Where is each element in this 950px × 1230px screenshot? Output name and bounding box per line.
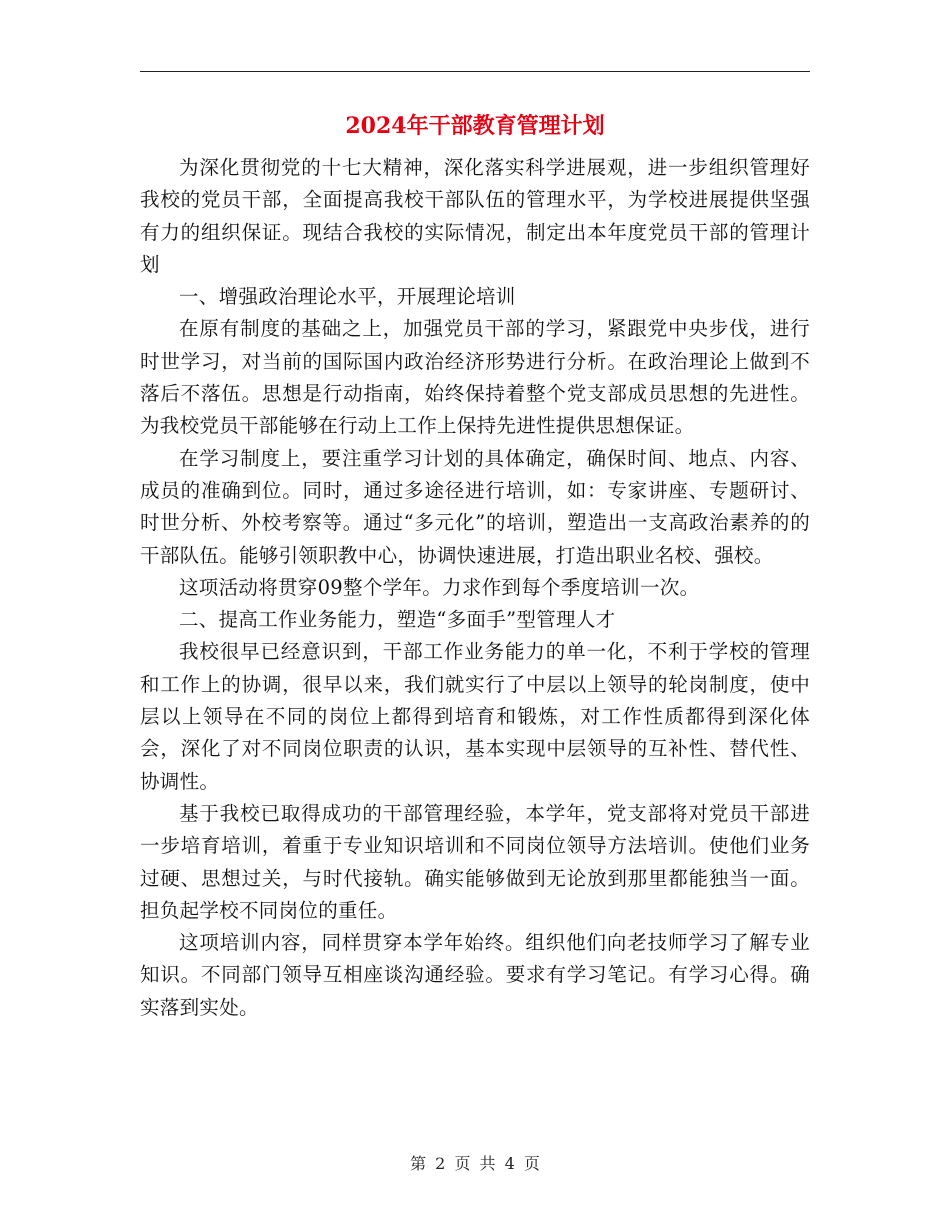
body-paragraph: 这项培训内容，同样贯穿本学年始终。组织他们向老技师学习了解专业知识。不同部门领导互相座谈沟通经验。要求有学习笔记。有学习心得。确实落到实处。 xyxy=(140,931,810,1019)
header-rule xyxy=(140,71,810,72)
body-paragraph: 在原有制度的基础之上，加强党员干部的学习，紧跟党中央步伐，进行时世学习，对当前的国际国内政治经济形势进行分析。在政治理论上做到不落后不落伍。思想是行动指南，始终保持着整个党支部成员思想的先进性。为我校党员干部能够在行动上工作上保持先进性提供思想保证。 xyxy=(140,317,810,438)
body-paragraph: 我校很早已经意识到，干部工作业务能力的单一化，不利于学校的管理和工作上的协调，很早以来，我们就实行了中层以上领导的轮岗制度，使中层以上领导在不同的岗位上都得到培育和锻炼，对工作性质都得到深化体会，深化了对不同岗位职责的认识，基本实现中层领导的互补性、替代性、协调性。 xyxy=(140,640,810,793)
body-paragraph: 在学习制度上，要注重学习计划的具体确定，确保时间、地点、内容、成员的准确到位。同时，通过多途径进行培训，如：专家讲座、专题研讨、时世分析、外校考察等。通过“多元化”的培训，塑造出一支高政治素养的的干部队伍。能够引领职教中心，协调快速进展，打造出职业名校、强校。 xyxy=(140,446,810,567)
body-paragraph: 这项活动将贯穿09整个学年。力求作到每个季度培训一次。 xyxy=(179,575,700,599)
section-heading-1: 一、增强政治理论水平，开展理论培训 xyxy=(179,285,516,309)
section-heading-2: 二、提高工作业务能力，塑造“多面手”型管理人才 xyxy=(179,608,616,632)
page-number: 第 2 页 共 4 页 xyxy=(410,1154,540,1173)
intro-paragraph: 为深化贯彻党的十七大精神，深化落实科学进展观，进一步组织管理好我校的党员干部，全面提高我校干部队伍的管理水平，为学校进展提供坚强有力的组织保证。现结合我校的实际情况，制定出本年度党员干部的管理计划 xyxy=(140,156,810,276)
document-title: 2024年干部教育管理计划 xyxy=(345,113,605,139)
document-body xyxy=(140,152,810,1024)
body-paragraph: 基于我校已取得成功的干部管理经验，本学年，党支部将对党员干部进一步培育培训，着重于专业知识培训和不同岗位领导方法培训。使他们业务过硬、思想过关，与时代接轨。确实能够做到无论放到那里都能独当一面。担负起学校不同岗位的重任。 xyxy=(140,801,810,922)
